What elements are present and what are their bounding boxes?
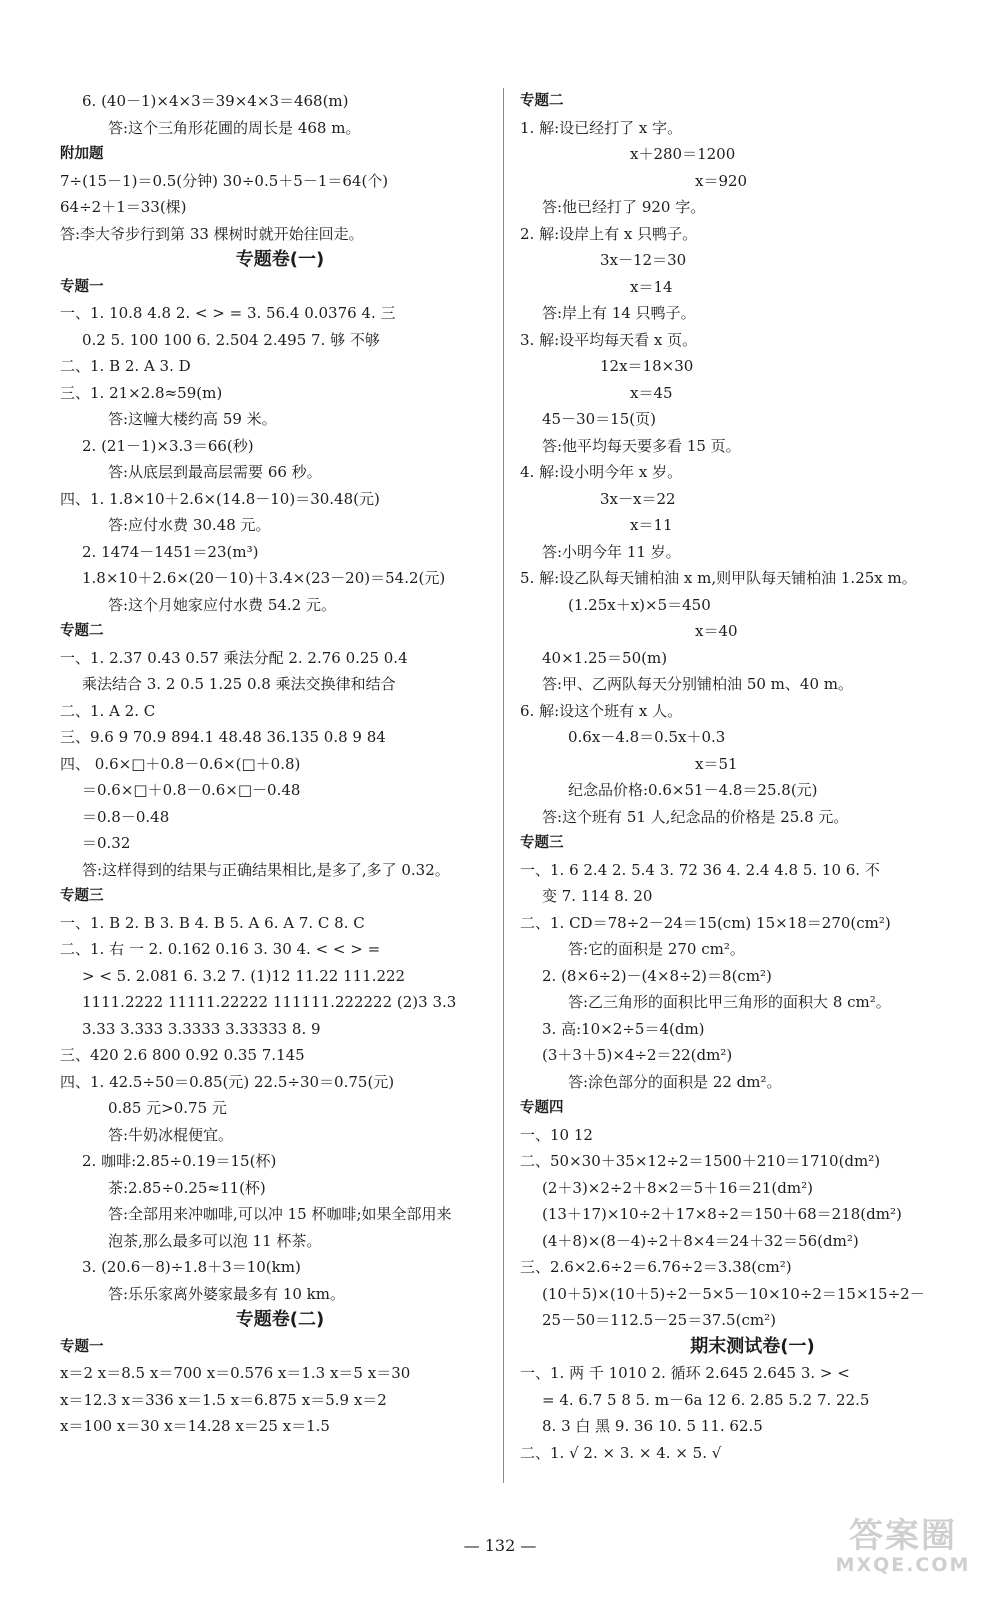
answer-line: 纪念品价格:0.6×51－4.8＝25.8(元)	[568, 781, 818, 799]
answer-line: 答:甲、乙两队每天分别铺柏油 50 m、40 m。	[542, 675, 853, 693]
answer-line: 答:这样得到的结果与正确结果相比,是多了,多了 0.32。	[82, 860, 450, 879]
answer-line: 泡茶,那么最多可以泡 11 杯茶。	[108, 1231, 322, 1250]
answer-line: 0.85 元>0.75 元	[108, 1099, 227, 1117]
answer-line: 2. (21－1)×3.3＝66(秒)	[82, 436, 254, 455]
answer-line: 三、2.6×2.6÷2＝6.76÷2＝3.38(cm²)	[520, 1258, 792, 1276]
exam-title: 专题卷(二)	[235, 1309, 325, 1330]
answer-line: (10＋5)×(10＋5)÷2－5×5－10×10÷2＝15×15÷2－	[542, 1284, 925, 1303]
answer-line: 0.6x－4.8＝0.5x＋0.3	[568, 728, 726, 746]
answer-line: 变 7. 114 8. 20	[542, 887, 653, 905]
exam-title: 专题卷(一)	[235, 249, 325, 270]
answer-line: > < 5. 2.081 6. 3.2 7. (1)12 11.22 111.222	[82, 966, 406, 985]
answer-line: x＝2 x＝8.5 x＝700 x＝0.576 x＝1.3 x＝5 x＝30	[60, 1364, 411, 1382]
answer-line: 答:这个三角形花圃的周长是 468 m。	[108, 118, 361, 137]
watermark-line2: MXQE.COM	[835, 1554, 971, 1576]
answer-line: (13＋17)×10÷2＋17×8÷2＝150＋68＝218(dm²)	[542, 1205, 902, 1223]
answer-line: 答:他平均每天要多看 15 页。	[542, 436, 741, 455]
answer-line: 一、1. 6 2.4 2. 5.4 3. 72 36 4. 2.4 4.8 5. 10 6. 不	[520, 860, 880, 879]
answer-line: x＋280＝1200	[630, 145, 736, 163]
answer-line: 3. 高:10×2÷5＝4(dm)	[542, 1019, 705, 1038]
answer-line: x＝920	[695, 171, 748, 190]
answer-line: ＝0.32	[82, 834, 131, 852]
answer-line: 茶:2.85÷0.25≈11(杯)	[108, 1178, 266, 1197]
answer-line: 四、1. 1.8×10＋2.6×(14.8－10)＝30.48(元)	[60, 489, 380, 508]
answer-line: 三、1. 21×2.8≈59(m)	[60, 383, 223, 402]
answer-line: (2＋3)×2÷2＋8×2＝5＋16＝21(dm²)	[542, 1178, 813, 1197]
answer-line: 答:全部用来冲咖啡,可以冲 15 杯咖啡;如果全部用来	[108, 1205, 452, 1223]
answer-line: 8. 3 白 黑 9. 36 10. 5 11. 62.5	[542, 1417, 763, 1435]
watermark-logo	[828, 1518, 978, 1580]
answer-line: 一、1. 2.37 0.43 0.57 乘法分配 2. 2.76 0.25 0.4	[60, 648, 408, 667]
answer-line: 答:乐乐家离外婆家最多有 10 km。	[108, 1284, 345, 1303]
answer-line: 答:应付水费 30.48 元。	[108, 516, 271, 534]
answer-line: 7÷(15－1)＝0.5(分钟) 30÷0.5＋5－1＝64(个)	[60, 171, 389, 190]
answer-line: 一、10 12	[520, 1125, 593, 1144]
section-heading: 附加题	[60, 146, 104, 162]
answer-line: 答:岸上有 14 只鸭子。	[542, 304, 696, 322]
answer-line: 1.8×10＋2.6×(20－10)＋3.4×(23－20)＝54.2(元)	[82, 569, 446, 587]
section-heading: 专题二	[60, 623, 104, 639]
section-heading: 专题四	[520, 1100, 564, 1116]
answer-line: 3.33 3.333 3.3333 3.33333 8. 9	[82, 1019, 321, 1038]
answer-line: 乘法结合 3. 2 0.5 1.25 0.8 乘法交换律和结合	[82, 675, 396, 693]
answer-line: 二、1. CD＝78÷2－24＝15(cm) 15×18＝270(cm²)	[520, 913, 891, 932]
section-heading: 专题二	[520, 93, 564, 109]
answer-line: 2. 解:设岸上有 x 只鸭子。	[520, 224, 698, 243]
answer-line: x＝51	[695, 754, 738, 773]
answer-line: x＝14	[630, 277, 673, 296]
answer-line: 45－30＝15(页)	[542, 410, 656, 428]
watermark-line1: 答案圈	[849, 1516, 957, 1556]
answer-line: x＝12.3 x＝336 x＝1.5 x＝6.875 x＝5.9 x＝2	[60, 1390, 387, 1409]
answer-line: ＝0.6×□＋0.8－0.6×□－0.48	[82, 781, 301, 799]
answer-line: 2. 咖啡:2.85÷0.19＝15(杯)	[82, 1152, 277, 1170]
answer-line: 5. 解:设乙队每天铺柏油 x m,则甲队每天铺柏油 1.25x m。	[520, 569, 917, 587]
answer-line: x＝100 x＝30 x＝14.28 x＝25 x＝1.5	[60, 1417, 330, 1435]
answer-line: 答:牛奶冰棍便宜。	[108, 1125, 234, 1144]
answer-line: 6. 解:设这个班有 x 人。	[520, 701, 683, 720]
answer-line: x＝45	[630, 383, 673, 402]
answer-line: 答:李大爷步行到第 33 棵树时就开始往回走。	[60, 224, 364, 243]
answer-line: 二、1. 右 一 2. 0.162 0.16 3. 30 4. < < > =	[60, 940, 381, 958]
answer-line: 答:从底层到最高层需要 66 秒。	[108, 463, 322, 481]
right-column	[520, 88, 985, 1466]
answer-line: 一、1. 两 千 1010 2. 循环 2.645 2.645 3. > <	[520, 1364, 850, 1382]
answer-line: 4. 解:设小明今年 x 岁。	[520, 463, 683, 481]
answer-line: 二、1. B 2. A 3. D	[60, 357, 191, 375]
answer-line: 答:他已经打了 920 字。	[542, 198, 706, 216]
page-number: — 132 —	[463, 1536, 537, 1555]
answer-line: 3. (20.6－8)÷1.8＋3＝10(km)	[82, 1258, 301, 1276]
answer-line: (4＋8)×(8－4)÷2＋8×4＝24＋32＝56(dm²)	[542, 1231, 859, 1250]
answer-line: 四、 0.6×□＋0.8－0.6×(□＋0.8)	[60, 754, 301, 773]
answer-line: 1111.2222 11111.22222 111111.222222 (2)3 3.3	[82, 993, 457, 1011]
answer-line: 2. (8×6÷2)－(4×8÷2)＝8(cm²)	[542, 966, 772, 985]
answer-line: 6. (40－1)×4×3＝39×4×3＝468(m)	[82, 92, 349, 110]
section-heading: 专题一	[60, 1338, 104, 1355]
answer-line: 40×1.25＝50(m)	[542, 648, 668, 667]
answer-line: 25－50＝112.5－25＝37.5(cm²)	[542, 1311, 776, 1329]
answer-line: (1.25x＋x)×5＝450	[568, 595, 711, 614]
section-heading: 专题一	[60, 278, 104, 295]
answer-line: 一、1. 10.8 4.8 2. < > = 3. 56.4 0.0376 4. 三	[60, 304, 396, 322]
answer-line: 答:这个月她家应付水费 54.2 元。	[108, 595, 336, 614]
answer-line: (3＋3＋5)×4÷2＝22(dm²)	[542, 1046, 733, 1064]
exam-title: 期末测试卷(一)	[690, 1335, 815, 1357]
answer-line: 答:涂色部分的面积是 22 dm²。	[568, 1072, 782, 1091]
section-heading: 专题三	[60, 888, 104, 904]
answer-line: 二、1. √ 2. × 3. × 4. × 5. √	[520, 1443, 722, 1462]
answer-line: ＝0.8－0.48	[82, 807, 170, 826]
answer-line: = 4. 6.7 5 8 5. m－6a 12 6. 2.85 5.2 7. 22.5	[542, 1390, 870, 1409]
answer-line: 二、50×30＋35×12÷2＝1500＋210＝1710(dm²)	[520, 1152, 881, 1170]
left-column	[60, 88, 500, 1440]
answer-line: 三、420 2.6 800 0.92 0.35 7.145	[60, 1046, 305, 1064]
answer-line: 2. 1474－1451＝23(m³)	[82, 542, 259, 561]
answer-line: 0.2 5. 100 100 6. 2.504 2.495 7. 够 不够	[82, 330, 380, 349]
answer-line: 四、1. 42.5÷50＝0.85(元) 22.5÷30＝0.75(元)	[60, 1072, 395, 1091]
answer-line: 答:小明今年 11 岁。	[542, 542, 681, 561]
answer-line: 64÷2＋1＝33(棵)	[60, 198, 187, 216]
answer-line: 答:乙三角形的面积比甲三角形的面积大 8 cm²。	[568, 993, 891, 1011]
column-divider	[503, 88, 504, 1483]
answer-line: 答:这幢大楼约高 59 米。	[108, 410, 277, 428]
answer-line: x＝11	[630, 516, 673, 534]
answer-line: 12x＝18×30	[600, 357, 694, 375]
answer-line: 3x－x＝22	[600, 489, 676, 508]
answer-line: 1. 解:设已经打了 x 字。	[520, 118, 683, 137]
answer-line: 答:这个班有 51 人,纪念品的价格是 25.8 元。	[542, 807, 849, 826]
answer-line: x＝40	[695, 622, 738, 640]
section-heading: 专题三	[520, 835, 564, 851]
answer-line: 3. 解:设平均每天看 x 页。	[520, 330, 698, 349]
answer-line: 三、9.6 9 70.9 894.1 48.48 36.135 0.8 9 84	[60, 728, 386, 746]
answer-line: 答:它的面积是 270 cm²。	[568, 940, 745, 958]
answer-line: 一、1. B 2. B 3. B 4. B 5. A 6. A 7. C 8. C	[60, 913, 365, 932]
answer-line: 二、1. A 2. C	[60, 701, 156, 720]
answer-line: 3x－12＝30	[600, 251, 687, 269]
